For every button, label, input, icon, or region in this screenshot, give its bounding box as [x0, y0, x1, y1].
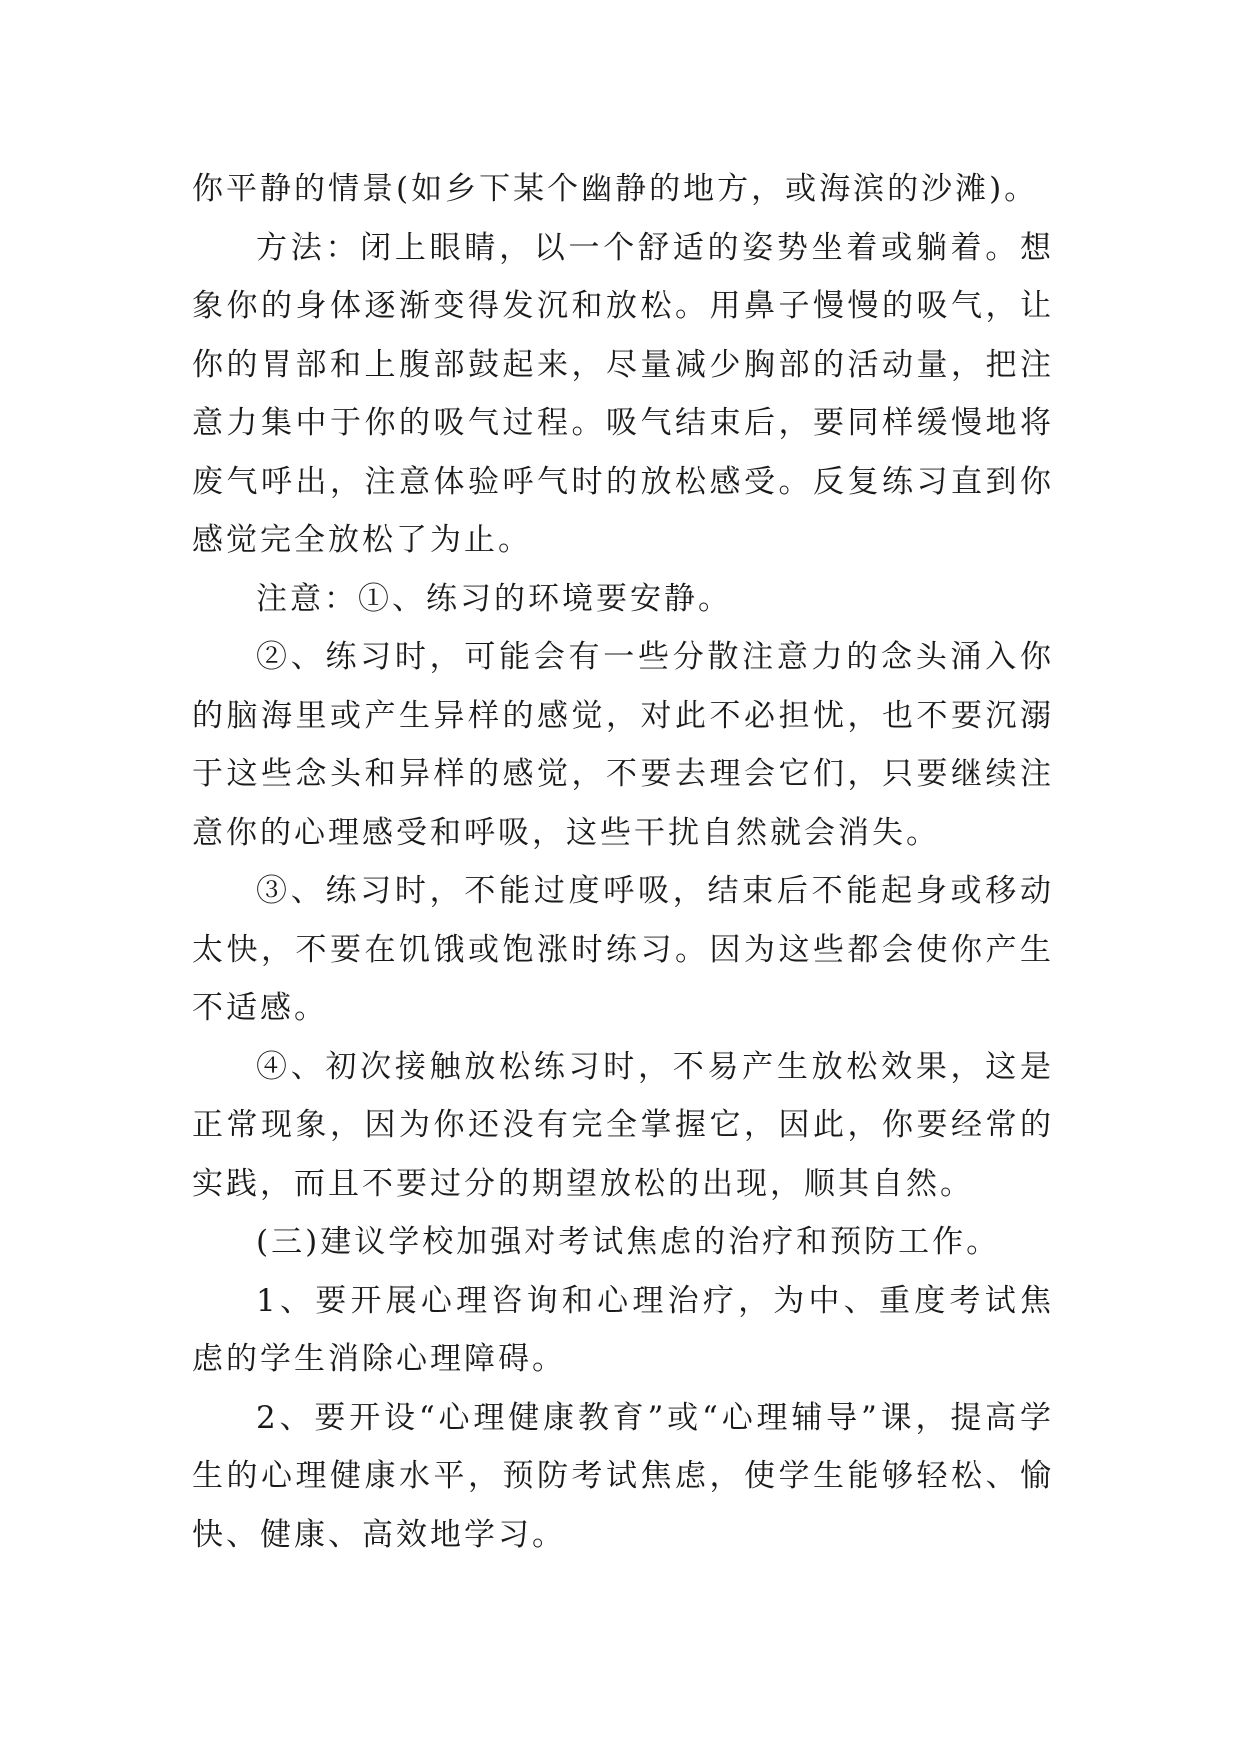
paragraph-continuation: 你平静的情景(如乡下某个幽静的地方，或海滨的沙滩)。 — [192, 171, 1039, 207]
paragraph-item-1: 1、要开展心理咨询和心理治疗，为中、重度考试焦虑的学生消除心理障碍。 — [192, 1282, 1054, 1377]
paragraph-note-2: ②、练习时，可能会有一些分散注意力的念头涌入你的脑海里或产生异样的感觉，对此不必担忧，也不要沉溺于这些念头和异样的感觉，不要去理会它们，只要继续注意你的心理感受和呼吸，这些干扰自然就会消失。 — [192, 639, 1054, 851]
paragraph-note-1: 注意：①、练习的环境要安静。 — [256, 580, 732, 617]
document-body — [192, 160, 1054, 1564]
section-heading-3: (三)建议学校加强对考试焦虑的治疗和预防工作。 — [256, 1224, 1001, 1260]
paragraph-item-2: 2、要开设“心理健康教育”或“心理辅导”课，提高学生的心理健康水平，预防考试焦虑，使学生能够轻松、愉快、健康、高效地学习。 — [192, 1399, 1054, 1553]
paragraph-method: 方法：闭上眼睛，以一个舒适的姿势坐着或躺着。想象你的身体逐渐变得发沉和放松。用鼻子慢慢的吸气，让你的胃部和上腹部鼓起来，尽量减少胸部的活动量，把注意力集中于你的吸气过程。吸气结束后，要同样缓慢地将废气呼出，注意体验呼气时的放松感受。反复练习直到你感觉完全放松了为止。 — [192, 229, 1054, 558]
paragraph-note-3: ③、练习时，不能过度呼吸，结束后不能起身或移动太快，不要在饥饿或饱涨时练习。因为这些都会使你产生不适感。 — [192, 873, 1054, 1026]
paragraph-note-4: ④、初次接触放松练习时，不易产生放松效果，这是正常现象，因为你还没有完全掌握它，因此，你要经常的实践，而且不要过分的期望放松的出现，顺其自然。 — [192, 1048, 1054, 1202]
